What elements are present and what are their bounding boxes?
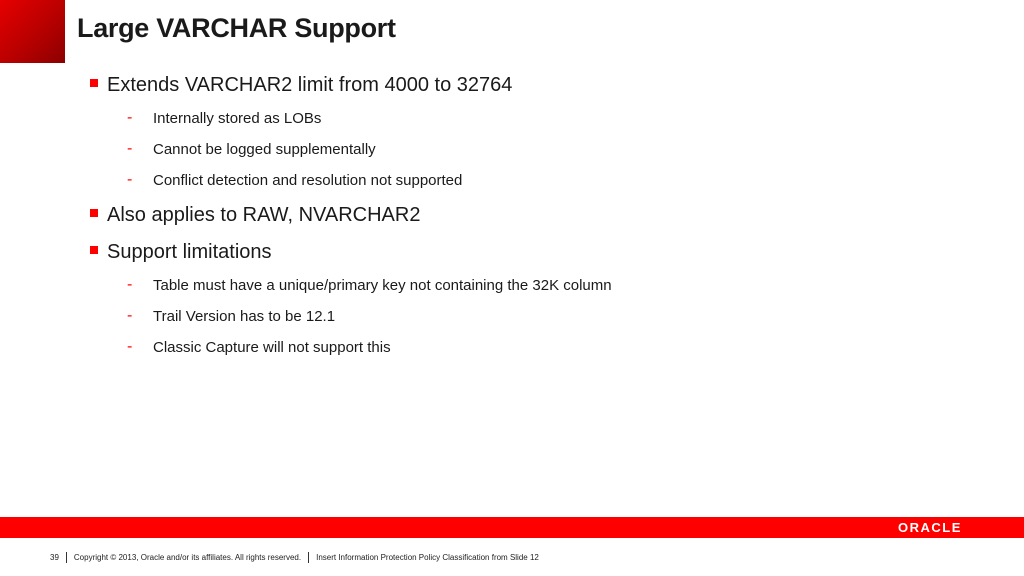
sub-bullet-text: Conflict detection and resolution not supported: [153, 172, 463, 189]
sub-bullet-text: Internally stored as LOBs: [153, 110, 322, 127]
dash-icon: -: [127, 171, 133, 188]
footer: [50, 552, 539, 563]
sub-bullet-text: Trail Version has to be 12.1: [153, 308, 336, 325]
bullet-text: Support limitations: [107, 241, 272, 263]
dash-icon: -: [127, 109, 133, 126]
sub-bullet-text: Cannot be logged supplementally: [153, 141, 376, 158]
oracle-logo: ORACLE: [898, 520, 962, 535]
dash-icon: -: [127, 338, 133, 355]
footer-divider: [308, 552, 309, 563]
copyright-text: Copyright © 2013, Oracle and/or its affiliates. All rights reserved.: [73, 553, 302, 562]
sub-bullet-item: [127, 338, 391, 358]
footer-divider: [66, 552, 67, 563]
dash-icon: -: [127, 307, 133, 324]
footer-red-bar: [0, 517, 1024, 538]
page-number: 39: [50, 553, 59, 562]
sub-bullet-text: Classic Capture will not support this: [153, 339, 391, 356]
bullet-item: [90, 203, 420, 227]
dash-icon: -: [127, 140, 133, 157]
sub-bullet-item: [127, 171, 462, 191]
bullet-item: [90, 73, 512, 97]
bullet-item: [90, 240, 272, 264]
classification-text: Insert Information Protection Policy Classification from Slide 12: [316, 553, 539, 562]
sub-bullet-item: [127, 140, 376, 160]
bullet-text: Also applies to RAW, NVARCHAR2: [107, 204, 421, 226]
sub-bullet-item: [127, 276, 612, 296]
slide-title: Large VARCHAR Support: [77, 13, 396, 43]
bullet-square-icon: [90, 209, 98, 217]
corner-accent-block: [0, 0, 65, 63]
bullet-square-icon: [90, 79, 98, 87]
sub-bullet-item: [127, 109, 321, 129]
sub-bullet-text: Table must have a unique/primary key not containing the 32K column: [153, 277, 612, 294]
bullet-square-icon: [90, 246, 98, 254]
sub-bullet-item: [127, 307, 335, 327]
dash-icon: -: [127, 276, 133, 293]
bullet-text: Extends VARCHAR2 limit from 4000 to 32764: [107, 74, 513, 96]
